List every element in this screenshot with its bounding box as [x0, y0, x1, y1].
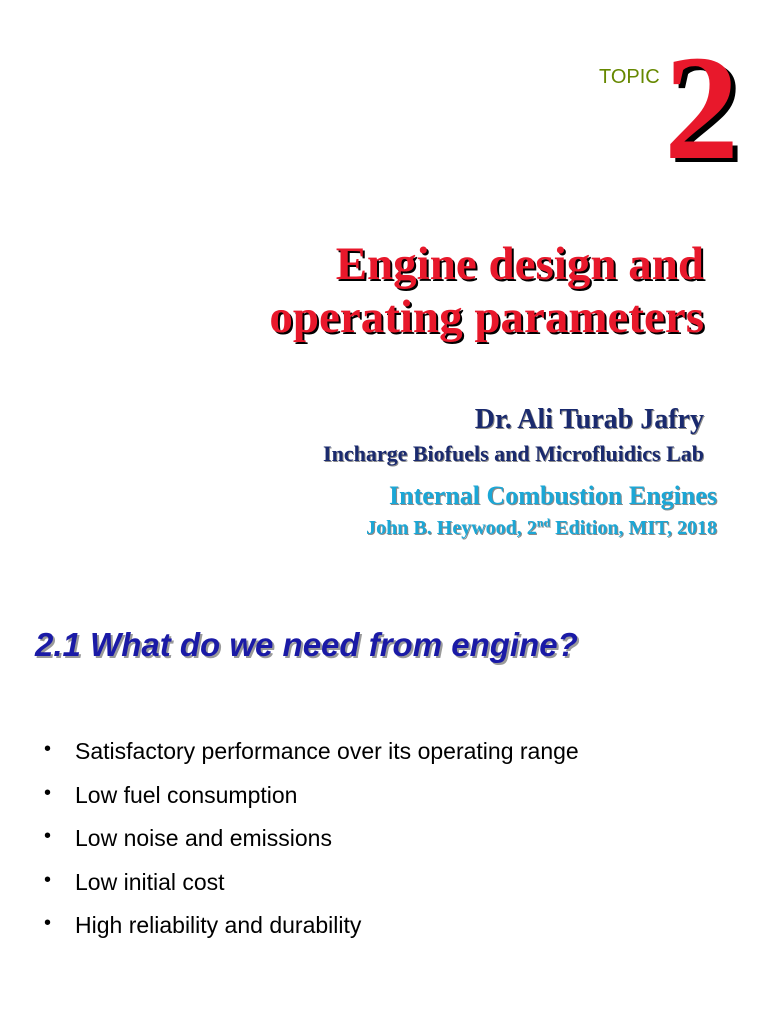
- list-item-text: Low initial cost: [75, 868, 225, 895]
- bullet-icon: •: [44, 825, 52, 848]
- topic-label: TOPIC: [599, 66, 660, 88]
- bullet-icon: •: [44, 781, 52, 804]
- title-line-1: Engine design and: [335, 238, 704, 290]
- author-name: Dr. Ali Turab Jafry: [474, 404, 704, 435]
- edition-prefix: John B. Heywood, 2: [366, 517, 537, 539]
- bullet-icon: •: [44, 868, 52, 891]
- list-item-text: Low fuel consumption: [75, 781, 298, 808]
- author-affiliation: Incharge Biofuels and Microfluidics Lab: [323, 441, 704, 466]
- section-heading: 2.1 What do we need from engine?: [35, 626, 578, 663]
- reference-edition: [366, 517, 717, 540]
- list-item-text: Satisfactory performance over its operating range: [75, 738, 579, 764]
- edition-superscript: nd: [536, 515, 551, 530]
- title-line-2: operating parameters: [269, 291, 704, 343]
- edition-suffix: Edition, MIT, 2018: [550, 517, 717, 539]
- list-item-text: Low noise and emissions: [75, 825, 332, 852]
- bullet-icon: •: [44, 738, 52, 760]
- page-title: [104, 238, 704, 344]
- topic-number: 2: [664, 25, 739, 191]
- bullet-icon: •: [44, 912, 52, 935]
- list-item-text: High reliability and durability: [75, 912, 362, 939]
- reference-book-title: Internal Combustion Engines: [389, 481, 717, 510]
